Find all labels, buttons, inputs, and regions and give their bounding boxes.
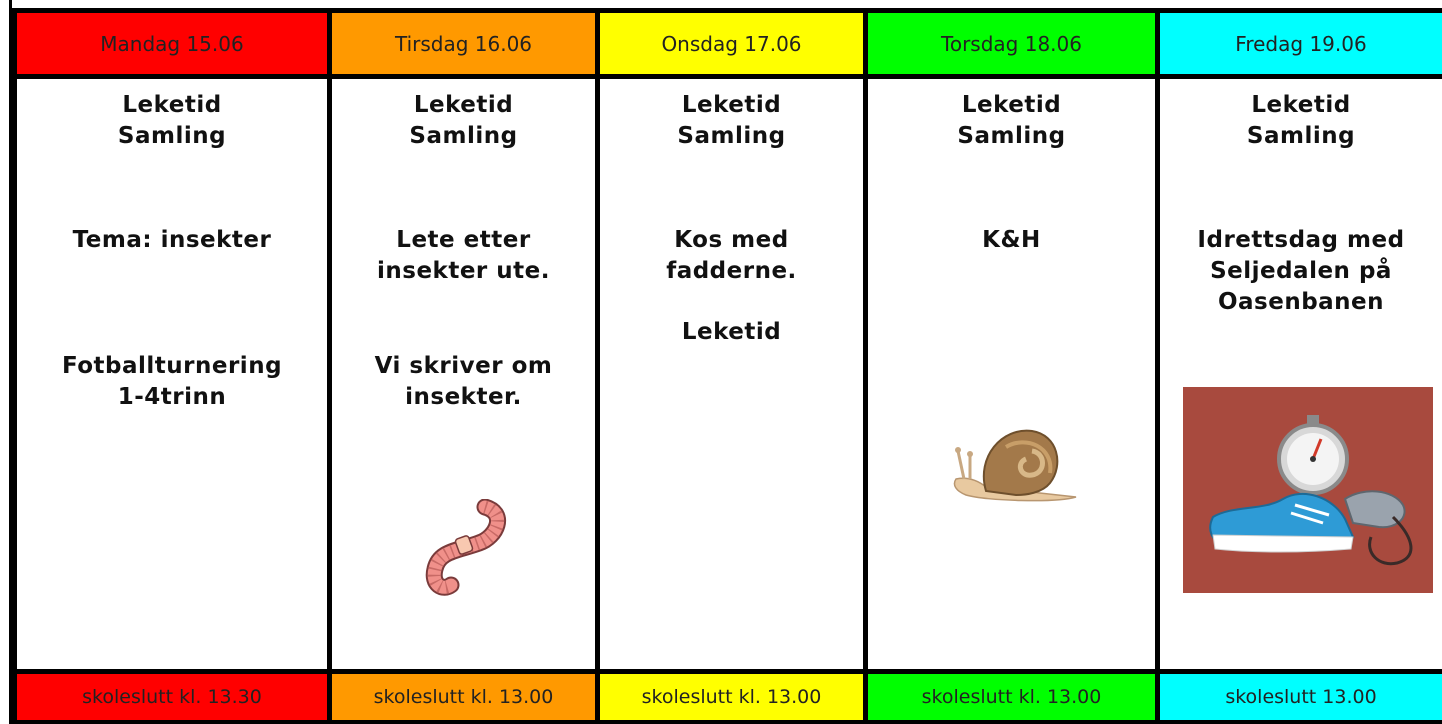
day-header-label: Torsdag 18.06 [941,31,1082,56]
column-divider [327,8,332,724]
activity-text: Leketid [681,319,782,345]
activity-text: Vi skriver om insekter. [374,353,553,410]
routine-text: Leketid Samling [677,92,786,149]
column-divider [1155,8,1160,724]
activity-text: Idrettsdag med Seljedalen på Oasenbanen [1197,227,1405,315]
day-footer-label: skoleslutt 13.00 [1225,686,1377,708]
routine-text: Leketid Samling [409,92,518,149]
day-header-label: Fredag 19.06 [1235,31,1367,56]
activity-text: Lete etter insekter ute. [377,227,550,284]
activity-text-routine: Leketid Samling [957,92,1066,149]
column-divider [595,8,600,724]
day-footer-label: skoleslutt kl. 13.30 [82,686,262,708]
activity-text: Kos med fadderne. [666,227,797,284]
table-frame [12,8,1442,724]
routine-text: Leketid Samling [117,92,227,149]
day-footer-label: skoleslutt kl. 13.00 [373,686,554,708]
routine-text: Leketid Samling [1246,92,1356,149]
day-footer-label: skoleslutt kl. 13.00 [641,686,822,708]
activity-text: K&H [982,227,1041,253]
day-header-label: Mandag 15.06 [100,31,244,56]
activity-text: Fotballturnering 1-4trinn [61,353,283,410]
left-margin-line [0,0,12,724]
day-footer-label: skoleslutt kl. 13.00 [921,686,1102,708]
day-header-label: Onsdag 17.06 [661,31,802,56]
activity-text: Tema: insekter [72,227,272,253]
day-header-label: Tirsdag 16.06 [394,31,533,56]
column-divider [863,8,868,724]
